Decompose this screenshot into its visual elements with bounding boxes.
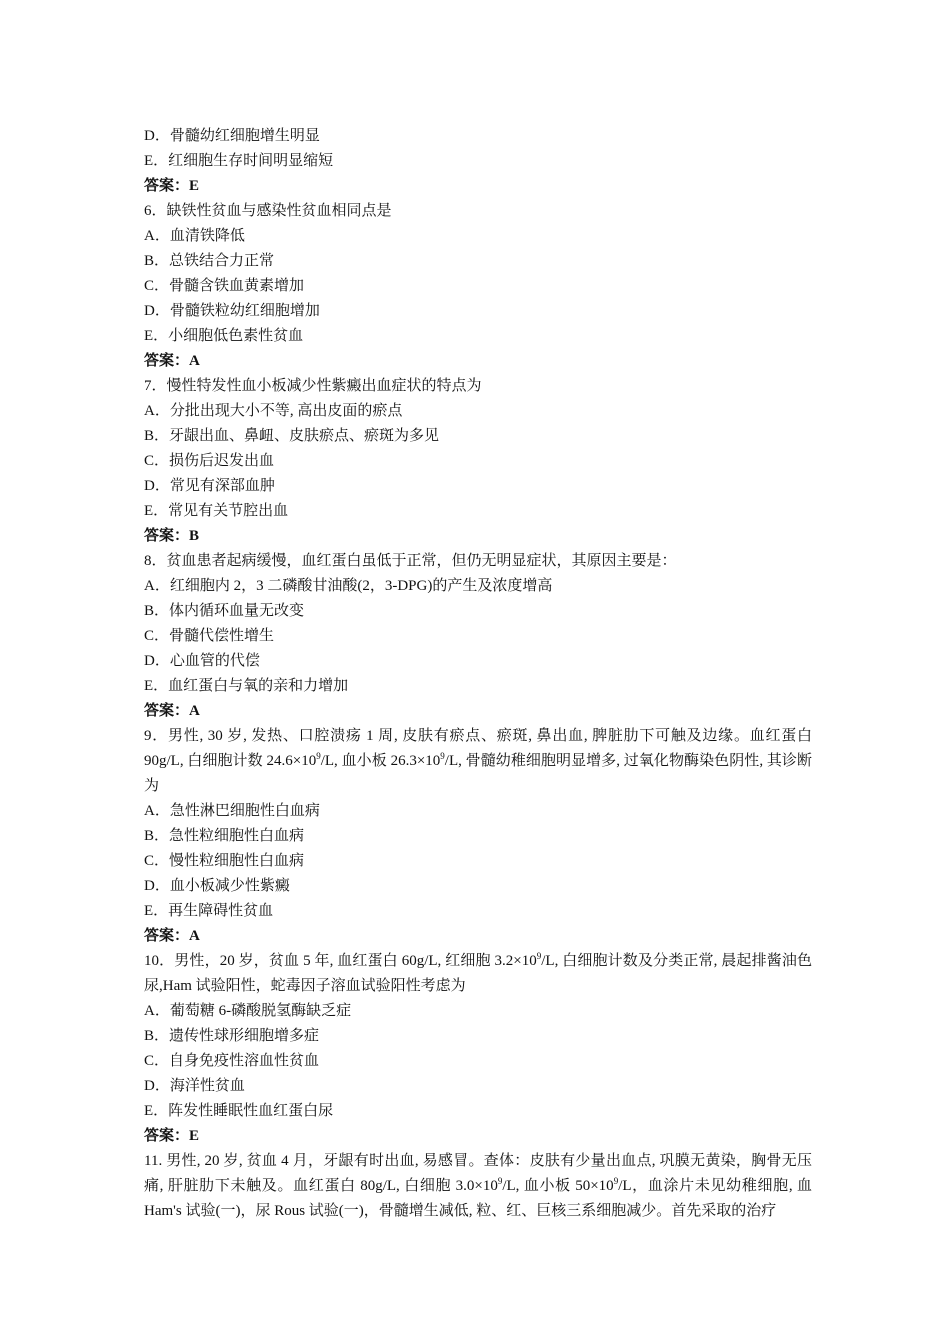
option-line: C．损伤后迟发出血 [144, 453, 275, 469]
option-line: D．心血管的代偿 [144, 653, 260, 669]
stem-text: 10．男性，20 岁，贫血 5 年, 血红蛋白 60g/L, 红细胞 3.2×10 [144, 953, 537, 969]
stem-text: /L，血涂片未见幼稚细胞, 血 Ham's 试验(一)，尿 Rous 试验(一)，骨髓增生减低, 粒、红、巨核三系细胞减少。首先采取的治疗 [144, 1178, 812, 1219]
question-11-stem [144, 1149, 812, 1224]
question-lines [144, 124, 812, 724]
answer-line: 答案：A [144, 928, 200, 944]
stem-text: /L, 血小板 50×10 [502, 1178, 614, 1194]
option-line: E．再生障碍性贫血 [144, 903, 274, 919]
answer-line: 答案：E [144, 178, 200, 194]
option-line: D．骨髓铁粒幼红细胞增加 [144, 303, 320, 319]
option-line: A．红细胞内 2，3 二磷酸甘油酸(2，3-DPG)的产生及浓度增高 [144, 578, 553, 594]
option-line: E．血红蛋白与氧的亲和力增加 [144, 678, 349, 694]
option-line: E．阵发性睡眠性血红蛋白尿 [144, 1103, 334, 1119]
superscript: 9 [440, 751, 445, 761]
stem-text: /L, 骨髓幼稚细胞明显增多, 过氧化物酶染色阴性, 其诊断为 [144, 753, 812, 794]
answer-line: 答案：A [144, 353, 200, 369]
option-line: E．常见有关节腔出血 [144, 503, 289, 519]
stem-text: /L, 血小板 26.3×10 [320, 753, 441, 769]
option-line: A．血清铁降低 [144, 228, 245, 244]
option-line: B．遗传性球形细胞增多症 [144, 1028, 320, 1044]
option-line: C．骨髓代偿性增生 [144, 628, 275, 644]
question-stem: 8．贫血患者起病缓慢，血红蛋白虽低于正常，但仍无明显症状，其原因主要是： [144, 553, 677, 569]
option-line: A．急性淋巴细胞性白血病 [144, 803, 320, 819]
option-line: A．分批出现大小不等, 高出皮面的瘀点 [144, 403, 403, 419]
superscript: 9 [316, 751, 321, 761]
answer-line: 答案：A [144, 703, 200, 719]
stem-text: /L, 白细胞计数及分类正常, 晨起排酱油色尿,Ham 试验阳性，蛇毒因子溶血试验阳性考虑为 [144, 953, 812, 994]
option-line: E．红细胞生存时间明显缩短 [144, 153, 334, 169]
question-stem: 6．缺铁性贫血与感染性贫血相同点是 [144, 203, 392, 219]
option-line: B．体内循环血量无改变 [144, 603, 305, 619]
option-line: C．自身免疫性溶血性贫血 [144, 1053, 320, 1069]
answer-line: 答案：E [144, 1128, 200, 1144]
option-line: D．海洋性贫血 [144, 1078, 245, 1094]
stem-text: 9．男性, 30 岁, 发热、口腔溃疡 1 周, 皮肤有瘀点、瘀斑, 鼻出血, 脾脏肋下可触及边缘。血红蛋白 90g/L, 白细胞计数 24.6×10 [144, 728, 812, 769]
option-line: B．总铁结合力正常 [144, 253, 275, 269]
superscript: 9 [497, 1176, 503, 1186]
option-line: E．小细胞低色素性贫血 [144, 328, 304, 344]
option-line: C．慢性粒细胞性白血病 [144, 853, 305, 869]
option-line: B．牙龈出血、鼻衄、皮肤瘀点、瘀斑为多见 [144, 428, 440, 444]
question-stem: 7．慢性特发性血小板减少性紫癜出血症状的特点为 [144, 378, 482, 394]
option-line: C．骨髓含铁血黄素增加 [144, 278, 305, 294]
question-9-stem [144, 724, 812, 799]
document-page [144, 124, 812, 1224]
option-line: B．急性粒细胞性白血病 [144, 828, 305, 844]
superscript: 9 [613, 1176, 619, 1186]
option-line: A．葡萄糖 6-磷酸脱氢酶缺乏症 [144, 1003, 352, 1019]
question-10-stem [144, 949, 812, 999]
option-line: D．血小板减少性紫癜 [144, 878, 290, 894]
option-line: D．骨髓幼红细胞增生明显 [144, 128, 320, 144]
stem-text: 11. 男性, 20 岁, 贫血 4 月，牙龈有时出血, 易感冒。查体：皮肤有少量出血点, 巩膜无黄染，胸骨无压痛, 肝脏肋下未触及。血红蛋白 80g/L, 白细胞 3.0×10 [144, 1153, 812, 1194]
option-line: D．常见有深部血肿 [144, 478, 275, 494]
answer-line: 答案：B [144, 528, 200, 544]
superscript: 9 [536, 951, 542, 961]
